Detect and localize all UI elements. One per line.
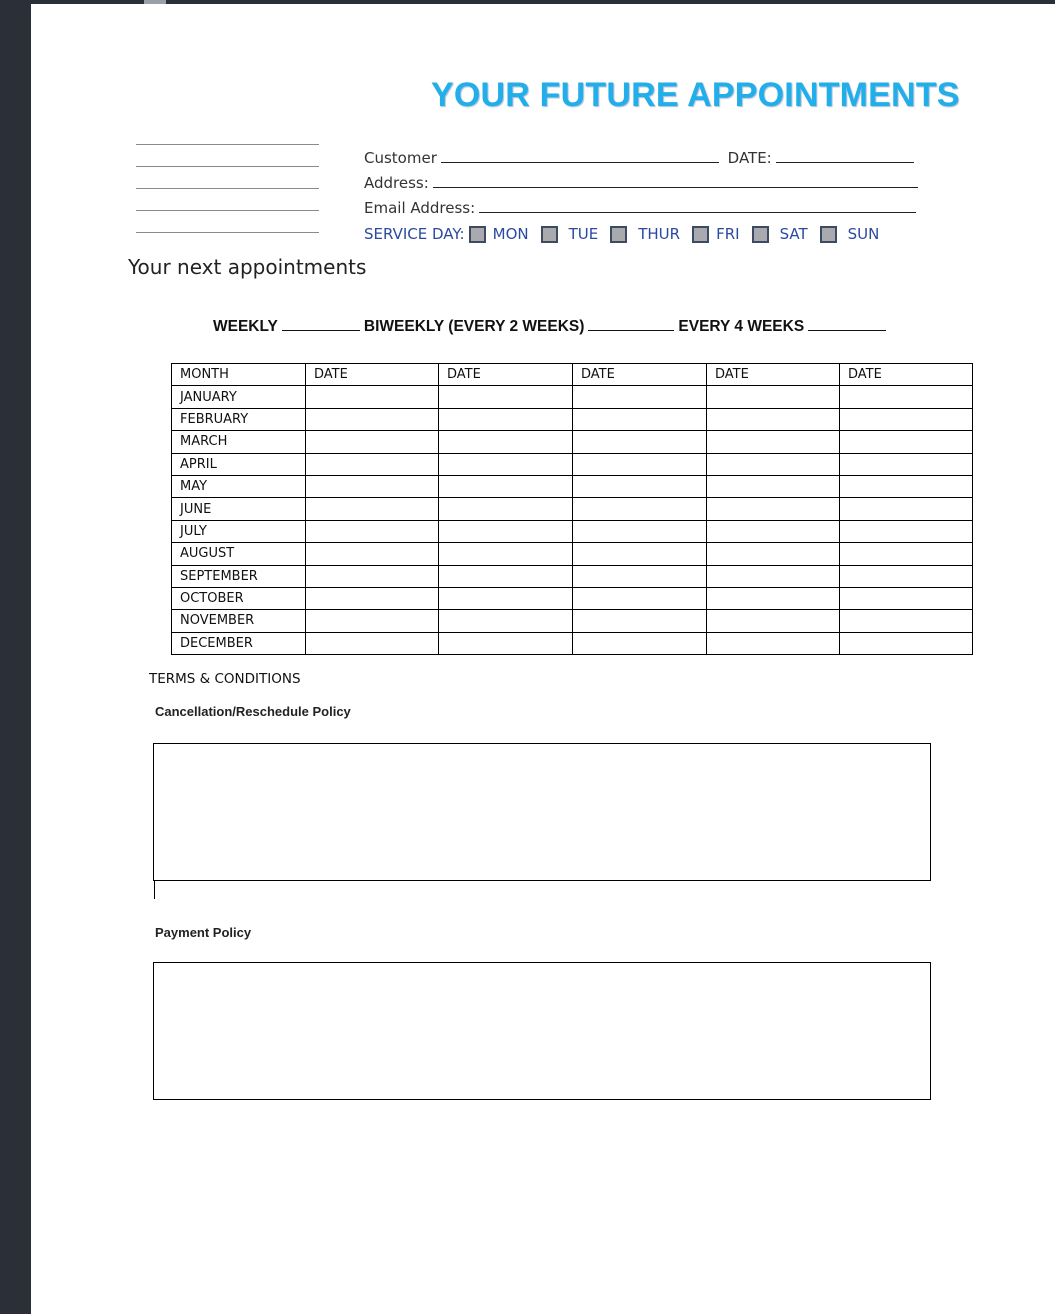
table-row <box>172 475 973 497</box>
date-cell[interactable] <box>840 610 973 632</box>
date-cell[interactable] <box>573 543 707 565</box>
table-row <box>172 520 973 542</box>
date-cell[interactable] <box>439 431 573 453</box>
date-cell[interactable] <box>439 587 573 609</box>
email-label: Email Address: <box>364 199 476 217</box>
logo-placeholder-lines <box>136 144 319 254</box>
date-cell[interactable] <box>707 475 840 497</box>
date-cell[interactable] <box>840 543 973 565</box>
customer-label: Customer <box>364 149 437 167</box>
month-cell: JULY <box>172 520 306 542</box>
email-row <box>364 198 916 217</box>
table-row <box>172 543 973 565</box>
month-cell: FEBRUARY <box>172 408 306 430</box>
date-cell[interactable] <box>306 498 439 520</box>
date-column-header: DATE <box>306 364 439 386</box>
month-cell: JANUARY <box>172 386 306 408</box>
weekly-field[interactable] <box>282 318 360 331</box>
day-label-sat: SAT <box>779 225 808 243</box>
email-field[interactable] <box>479 198 916 213</box>
date-cell[interactable] <box>306 453 439 475</box>
every-4-weeks-label: EVERY 4 WEEKS <box>678 318 805 335</box>
biweekly-field[interactable] <box>588 318 674 331</box>
month-cell: MAY <box>172 475 306 497</box>
appointments-table-body <box>172 364 973 655</box>
date-cell[interactable] <box>306 520 439 542</box>
date-cell[interactable] <box>439 565 573 587</box>
customer-row <box>364 148 914 167</box>
date-cell[interactable] <box>707 498 840 520</box>
date-cell[interactable] <box>306 587 439 609</box>
date-cell[interactable] <box>707 453 840 475</box>
date-cell[interactable] <box>840 520 973 542</box>
date-cell[interactable] <box>306 632 439 654</box>
day-label-sun: SUN <box>847 225 880 243</box>
date-column-header: DATE <box>439 364 573 386</box>
payment-policy-box[interactable] <box>153 962 931 1100</box>
address-row <box>364 173 918 192</box>
date-cell[interactable] <box>840 587 973 609</box>
logo-line <box>136 188 319 189</box>
date-cell[interactable] <box>707 408 840 430</box>
thur-checkbox[interactable] <box>610 226 627 243</box>
next-appointments-heading: Your next appointments <box>128 255 367 279</box>
frequency-row <box>213 318 890 336</box>
payment-policy-heading: Payment Policy <box>155 925 252 940</box>
date-cell[interactable] <box>573 632 707 654</box>
month-cell: NOVEMBER <box>172 610 306 632</box>
date-cell[interactable] <box>439 475 573 497</box>
day-label-tue: TUE <box>568 225 599 243</box>
date-cell[interactable] <box>573 520 707 542</box>
date-cell[interactable] <box>840 386 973 408</box>
date-cell[interactable] <box>573 408 707 430</box>
date-cell[interactable] <box>306 431 439 453</box>
date-cell[interactable] <box>707 543 840 565</box>
date-field[interactable] <box>776 148 914 163</box>
tue-checkbox[interactable] <box>541 226 558 243</box>
date-cell[interactable] <box>573 431 707 453</box>
date-cell[interactable] <box>573 565 707 587</box>
logo-line <box>136 166 319 167</box>
table-row <box>172 565 973 587</box>
page-title: YOUR FUTURE APPOINTMENTS <box>431 76 960 114</box>
date-cell[interactable] <box>573 610 707 632</box>
date-column-header: DATE <box>573 364 707 386</box>
mon-checkbox[interactable] <box>469 226 486 243</box>
service-day-row <box>364 225 879 243</box>
address-label: Address: <box>364 174 429 192</box>
date-cell[interactable] <box>707 431 840 453</box>
date-cell[interactable] <box>573 475 707 497</box>
date-column-header: DATE <box>840 364 973 386</box>
date-cell[interactable] <box>306 543 439 565</box>
logo-line <box>136 144 319 145</box>
customer-field[interactable] <box>441 148 719 163</box>
weekly-label: WEEKLY <box>213 318 278 335</box>
month-cell: APRIL <box>172 453 306 475</box>
date-cell[interactable] <box>840 565 973 587</box>
date-cell[interactable] <box>840 475 973 497</box>
day-label-thur: THUR <box>638 225 681 243</box>
day-label-mon: MON <box>492 225 529 243</box>
date-cell[interactable] <box>840 453 973 475</box>
terms-heading: TERMS & CONDITIONS <box>149 671 301 687</box>
date-cell[interactable] <box>306 610 439 632</box>
date-cell[interactable] <box>439 453 573 475</box>
date-cell[interactable] <box>707 610 840 632</box>
cancellation-policy-box[interactable] <box>153 743 931 881</box>
table-row <box>172 386 973 408</box>
date-cell[interactable] <box>573 453 707 475</box>
sat-checkbox[interactable] <box>752 226 769 243</box>
date-cell[interactable] <box>573 587 707 609</box>
date-cell[interactable] <box>439 632 573 654</box>
text-cursor <box>154 881 155 899</box>
cancellation-policy-heading: Cancellation/Reschedule Policy <box>155 704 351 719</box>
every-4-weeks-field[interactable] <box>808 318 886 331</box>
date-cell[interactable] <box>306 386 439 408</box>
date-cell[interactable] <box>840 431 973 453</box>
month-column-header: MONTH <box>172 364 306 386</box>
fri-checkbox[interactable] <box>692 226 709 243</box>
date-column-header: DATE <box>707 364 840 386</box>
date-cell[interactable] <box>707 386 840 408</box>
date-cell[interactable] <box>439 386 573 408</box>
day-label-fri: FRI <box>716 225 740 243</box>
date-cell[interactable] <box>707 520 840 542</box>
date-cell[interactable] <box>840 632 973 654</box>
date-cell[interactable] <box>573 386 707 408</box>
date-cell[interactable] <box>439 498 573 520</box>
sun-checkbox[interactable] <box>820 226 837 243</box>
date-cell[interactable] <box>840 408 973 430</box>
month-cell: MARCH <box>172 431 306 453</box>
logo-line <box>136 210 319 211</box>
date-cell[interactable] <box>439 408 573 430</box>
date-cell[interactable] <box>439 610 573 632</box>
month-cell: JUNE <box>172 498 306 520</box>
table-row <box>172 408 973 430</box>
table-header-row <box>172 364 973 386</box>
date-cell[interactable] <box>707 587 840 609</box>
address-field[interactable] <box>433 173 918 188</box>
date-cell[interactable] <box>306 565 439 587</box>
table-row <box>172 632 973 654</box>
date-cell[interactable] <box>439 520 573 542</box>
service-day-label: SERVICE DAY: <box>364 225 465 243</box>
month-cell: SEPTEMBER <box>172 565 306 587</box>
date-cell[interactable] <box>306 475 439 497</box>
month-cell: AUGUST <box>172 543 306 565</box>
table-row <box>172 587 973 609</box>
table-row <box>172 498 973 520</box>
logo-line <box>136 232 319 233</box>
date-cell[interactable] <box>573 498 707 520</box>
date-cell[interactable] <box>840 498 973 520</box>
month-cell: DECEMBER <box>172 632 306 654</box>
appointments-table <box>171 363 973 655</box>
date-cell[interactable] <box>439 543 573 565</box>
date-cell[interactable] <box>306 408 439 430</box>
document-page <box>31 4 1055 1314</box>
table-row <box>172 453 973 475</box>
date-label: DATE: <box>727 149 772 167</box>
table-row <box>172 431 973 453</box>
month-cell: OCTOBER <box>172 587 306 609</box>
biweekly-label: BIWEEKLY (EVERY 2 WEEKS) <box>363 318 585 335</box>
date-cell[interactable] <box>707 565 840 587</box>
date-cell[interactable] <box>707 632 840 654</box>
table-row <box>172 610 973 632</box>
